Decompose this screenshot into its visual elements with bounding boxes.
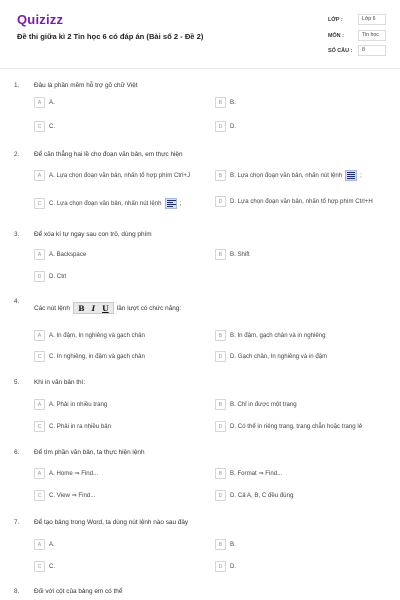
option-a[interactable]	[34, 539, 55, 550]
question-text	[34, 302, 181, 314]
question-number: 7.	[14, 519, 20, 526]
option-text: B.	[230, 540, 236, 548]
option-text: B. Chỉ in được một trang	[230, 400, 297, 408]
question-text-suffix: lần lượt có chức năng:	[116, 304, 182, 312]
option-letter-badge: A	[34, 249, 45, 260]
question-text: Đâu là phần mềm hỗ trợ gõ chữ Việt	[34, 82, 138, 89]
underline-icon: U	[102, 303, 109, 313]
format-toolbar	[73, 302, 114, 314]
worksheet-header	[0, 0, 400, 68]
option-text: C.	[49, 122, 56, 130]
meta-class-label: LỚP :	[328, 16, 343, 23]
option-letter-badge: D	[215, 421, 226, 432]
option-b[interactable]	[215, 330, 326, 341]
option-b[interactable]	[215, 539, 236, 550]
meta-count	[328, 44, 386, 57]
left-align-icon	[165, 198, 177, 209]
option-letter-badge: B	[215, 468, 226, 479]
option-b[interactable]	[215, 468, 282, 479]
option-text: B. In đậm, gạch chân và in nghiêng	[230, 331, 326, 339]
option-letter-badge: A	[34, 170, 45, 181]
option-letter-badge: C	[34, 121, 45, 132]
question-number: 8.	[14, 588, 20, 595]
option-text: A.	[49, 98, 55, 106]
option-text: A. Phải in nhiều trang	[49, 400, 108, 408]
meta-class	[328, 13, 386, 26]
option-letter-badge: B	[215, 249, 226, 260]
option-letter-badge: A	[34, 97, 45, 108]
question-number: 1.	[14, 82, 20, 89]
meta-subject	[328, 29, 386, 42]
option-b[interactable]	[215, 170, 362, 181]
option-c[interactable]	[34, 198, 181, 209]
option-c[interactable]	[34, 490, 95, 501]
option-a[interactable]	[34, 468, 98, 479]
italic-icon: I	[91, 303, 96, 313]
meta-subject-label: MÔN :	[328, 32, 344, 39]
option-d[interactable]	[215, 421, 362, 432]
option-text: A. Lựa chọn đoạn văn bản, nhấn tổ hợp phím Ctrl+J	[49, 171, 191, 179]
question-text: Để căn thẳng hai lề cho đoạn văn bản, em thực hiện	[34, 151, 183, 158]
option-d[interactable]	[215, 561, 236, 572]
option-letter-badge: D	[215, 351, 226, 362]
meta-count-value: 8	[358, 45, 386, 56]
option-text: D. Lựa chọn đoạn văn bản, nhấn tổ hợp phím Ctrl+H	[230, 197, 373, 205]
option-letter-badge: C	[34, 421, 45, 432]
option-c[interactable]	[34, 121, 55, 132]
option-text-label: C. Lựa chọn đoạn văn bản, nhấn nút lệnh	[49, 199, 162, 207]
page-title: Đề thi giữa kì 2 Tin học 6 có đáp án (Bài số 2 - Đề 2)	[17, 32, 204, 41]
option-c[interactable]	[34, 351, 145, 362]
option-c[interactable]	[34, 271, 66, 282]
option-text: D.	[230, 562, 237, 570]
option-text: D. Gạch chân, In nghiêng và in đậm	[230, 352, 328, 360]
option-text: C. View ⇒ Find...	[49, 491, 96, 499]
justify-align-icon	[345, 170, 357, 181]
option-a[interactable]	[34, 249, 86, 260]
option-letter-badge: A	[34, 399, 45, 410]
option-text: B. Lựa chọn đoạn văn bản, nhấn nút lệnh ;	[230, 170, 362, 181]
option-letter-badge: D	[215, 561, 226, 572]
option-text: A. Backspace	[49, 250, 87, 258]
question-number: 2.	[14, 151, 20, 158]
question-number: 3.	[14, 231, 20, 238]
option-text: B. Shift	[230, 250, 250, 258]
option-text: C. In nghiêng, in đậm và gạch chân	[49, 352, 145, 360]
option-d[interactable]	[215, 196, 380, 207]
option-text: D. Có thể in riêng trang, trang chẵn hoặc trang lẻ	[230, 422, 363, 430]
question-number: 6.	[14, 449, 20, 456]
option-text: B.	[230, 98, 236, 106]
question-number: 5.	[14, 379, 20, 386]
meta-count-label: SỐ CÂU :	[328, 47, 353, 54]
option-letter-badge: B	[215, 399, 226, 410]
option-a[interactable]	[34, 97, 55, 108]
option-a[interactable]	[34, 170, 190, 181]
option-letter-badge: A	[34, 468, 45, 479]
option-letter-badge: B	[215, 170, 226, 181]
option-letter-badge: A	[34, 330, 45, 341]
option-text: A. Home ⇒ Find...	[49, 469, 99, 477]
option-letter-badge: D	[215, 490, 226, 501]
question-text: Khi in văn bản thì:	[34, 379, 86, 386]
question-text: Để tìm phần văn bản, ta thực hiện lệnh	[34, 449, 145, 456]
option-d[interactable]	[215, 490, 293, 501]
question-number: 4.	[14, 298, 20, 305]
option-letter-badge: B	[215, 330, 226, 341]
option-letter-badge: D	[215, 196, 226, 207]
option-c[interactable]	[34, 421, 111, 432]
option-letter-badge: B	[215, 539, 226, 550]
question-text: Đối với cột của bảng em có thể	[34, 588, 123, 595]
option-b[interactable]	[215, 97, 236, 108]
option-letter-badge: D	[215, 121, 226, 132]
option-letter-badge: D	[34, 271, 45, 282]
option-letter-badge: C	[34, 561, 45, 572]
option-letter-badge: A	[34, 539, 45, 550]
bold-icon: B	[78, 303, 85, 313]
meta-subject-value: Tin học	[358, 30, 386, 41]
option-text: A. In đậm, In nghiêng và gạch chân	[49, 331, 145, 339]
option-text-label: B. Lựa chọn đoạn văn bản, nhấn nút lệnh	[230, 171, 343, 179]
option-a[interactable]	[34, 330, 145, 341]
option-b[interactable]	[215, 249, 250, 260]
option-d[interactable]	[215, 351, 327, 362]
option-d[interactable]	[215, 121, 236, 132]
question-text: Để tạo bảng trong Word, ta dùng nút lệnh nào sau đây	[34, 519, 189, 526]
meta-class-value: Lớp 6	[358, 14, 386, 25]
question-text-label: Các nút lệnh	[34, 304, 70, 312]
option-b[interactable]	[215, 399, 297, 410]
option-a[interactable]	[34, 399, 107, 410]
option-letter-badge: C	[34, 351, 45, 362]
option-text: D. Ctrl	[49, 272, 67, 280]
option-c[interactable]	[34, 561, 55, 572]
option-letter-badge: C	[34, 490, 45, 501]
question-text: Để xóa kí tự ngay sau con trỏ, dùng phím	[34, 231, 152, 238]
header-divider	[0, 68, 400, 69]
option-text: A.	[49, 540, 55, 548]
option-text: B. Format ⇒ Find...	[230, 469, 283, 477]
option-text: D.	[230, 122, 237, 130]
option-letter-badge: C	[34, 198, 45, 209]
quizizz-logo: Quizizz	[17, 12, 64, 27]
option-letter-badge: B	[215, 97, 226, 108]
option-text: C. Phải in ra nhiều bản	[49, 422, 111, 430]
option-text: C.	[49, 562, 56, 570]
option-text: C. Lựa chọn đoạn văn bản, nhấn nút lệnh ;	[49, 198, 181, 209]
option-text: D. Cả A, B, C đều đúng	[230, 491, 294, 499]
